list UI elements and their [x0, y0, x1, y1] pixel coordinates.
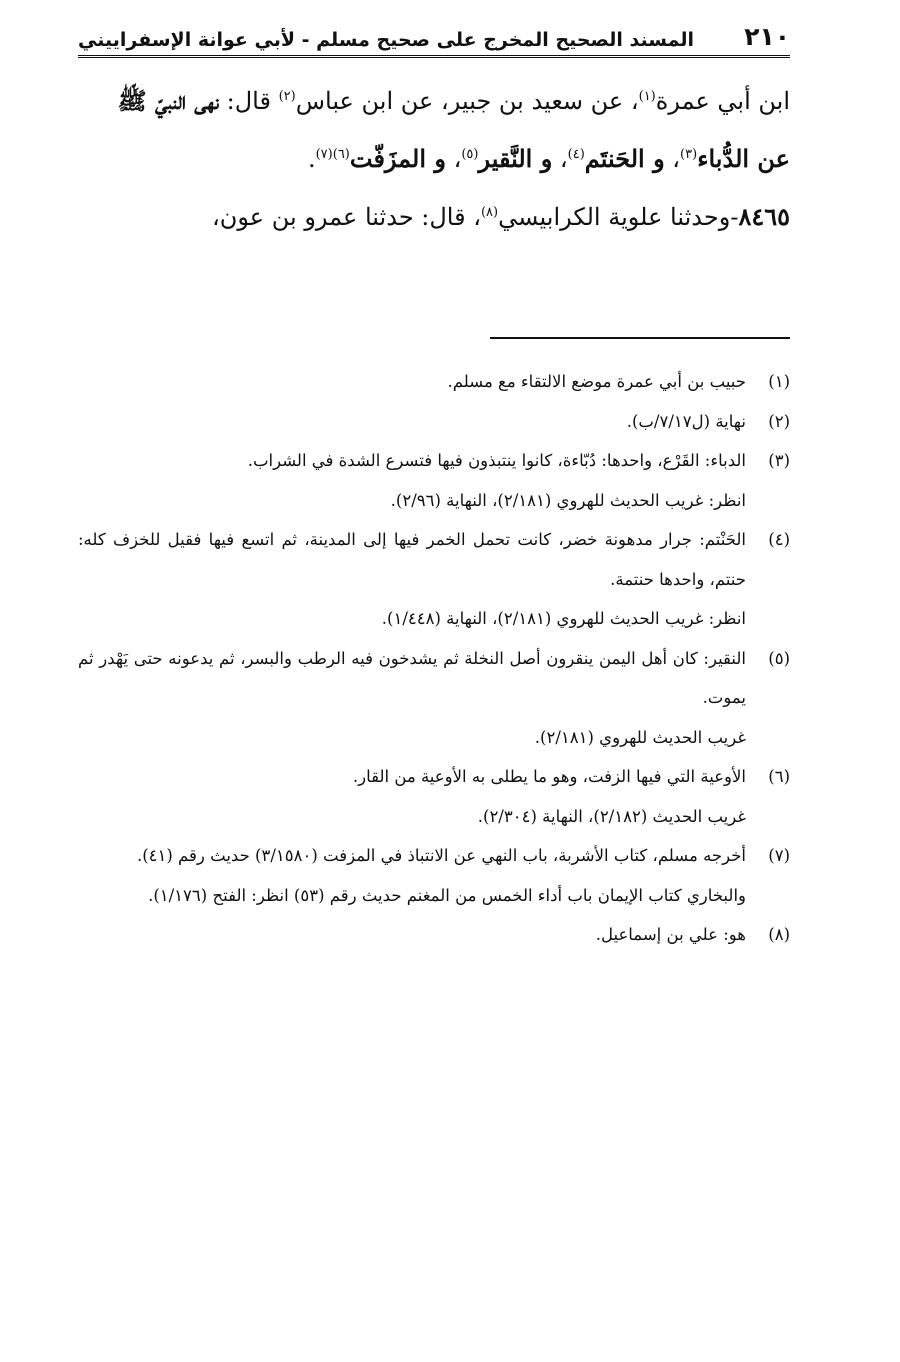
- hadith-text: و المزَفّت: [349, 144, 446, 173]
- footnote-text: الدباء: القَرْع، واحدها: دُبّاءة، كانوا ينتبذون فيها فتسرع الشدة في الشراب.: [247, 451, 746, 470]
- text-run: ، قال: حدثنا عمرو بن عون،: [212, 203, 481, 231]
- footnote-reference: غريب الحديث (٢/١٨٢)، النهاية (٢/٣٠٤).: [477, 806, 746, 826]
- text-run: قال:: [218, 87, 279, 115]
- main-line-1: [78, 72, 790, 130]
- footnote-text: الأوعية التي فيها الزفت، وهو ما يطلى به الأوعية من القار.: [352, 767, 746, 786]
- main-text: [78, 72, 790, 246]
- footnote-item: [78, 362, 790, 402]
- footnote-ref: (٨): [480, 205, 499, 220]
- footnote-body: [78, 362, 746, 402]
- footnote-body: [78, 441, 746, 481]
- footnote-item: [78, 520, 790, 599]
- footnote-body: [78, 836, 746, 876]
- hadith-text: و النَّقير: [478, 144, 553, 173]
- footnote-body: [78, 757, 746, 797]
- footnote-number: (٣): [768, 451, 790, 470]
- main-line-2: [78, 130, 790, 188]
- footnote-number: (٦): [768, 767, 790, 786]
- footnote-body: [78, 915, 746, 955]
- footnote-text: حبيب بن أبي عمرة موضع الالتقاء مع مسلم.: [447, 372, 746, 391]
- footnote-reference: والبخاري كتاب الإيمان باب أداء الخمس من المغنم حديث رقم (٥٣) انظر: الفتح (١/١٧٦).: [148, 885, 746, 905]
- text-run: -وحدثنا علوية الكرابيسي: [498, 203, 739, 231]
- footnote-reference: انظر: غريب الحديث للهروي (٢/١٨١)، النهاية (١/٤٤٨).: [381, 609, 746, 628]
- footnote-ref: (٤): [567, 147, 585, 162]
- footnote-divider: [490, 337, 790, 339]
- footnote-number: (٢): [768, 411, 790, 431]
- footnote-item: [78, 441, 790, 481]
- footnote-item: [78, 915, 790, 955]
- footnote-item: [78, 757, 790, 797]
- text-run: ابن أبي عمرة: [655, 87, 790, 115]
- footnote-ref: (١): [638, 89, 656, 104]
- footnote-body: [78, 520, 746, 599]
- footnote-text: نهاية (ل٧/١٧/ب).: [626, 411, 746, 431]
- text-run: ،: [664, 145, 681, 173]
- text-run: ، عن سعيد بن جبير، عن ابن عباس: [295, 87, 639, 115]
- footnote-ref: (٢): [278, 89, 296, 104]
- hadith-text: عن الدُّباء: [697, 144, 790, 173]
- footnote-body: [78, 402, 746, 442]
- main-line-3: [78, 188, 790, 246]
- page-number: ٢١٠: [744, 22, 790, 51]
- footnote-text: النقير: كان أهل اليمن ينقرون أصل النخلة ثم يشدخون فيه الرطب والبسر، ثم يدعونه حتى يَهْدر ثم يموت.: [78, 648, 746, 707]
- footnote-number: (٧): [768, 846, 790, 865]
- footnote-body: [78, 639, 746, 718]
- text-run: ،: [552, 145, 568, 173]
- footnotes: [78, 362, 790, 955]
- footnote-item: [78, 402, 790, 442]
- footnote-reference: غريب الحديث للهروي (٢/١٨١).: [534, 727, 746, 747]
- hadith-number: ٨٤٦٥: [738, 202, 790, 231]
- footnote-ref: (٦)(٧): [315, 147, 350, 162]
- text-run: .: [307, 145, 316, 173]
- hadith-text: نهى النبيّ ﷺ: [117, 86, 219, 115]
- footnote-text: الحَنْتم: جرار مدهونة خضر، كانت تحمل الخمر فيها إلى المدينة، ثم اتسع فيها فقيل للخزف كله: حنتم، واحدها حنتمة.: [78, 530, 746, 589]
- footnote-number: (٨): [768, 925, 790, 944]
- footnote-item: [78, 639, 790, 718]
- footnote-item: [78, 836, 790, 876]
- footnote-number: (١): [768, 372, 790, 391]
- hadith-text: و الحَنتَم: [584, 144, 665, 173]
- footnote-ref: (٣): [680, 147, 698, 162]
- footnote-number: (٥): [768, 648, 790, 668]
- footnote-number: (٤): [768, 530, 790, 549]
- footnote-reference: انظر: غريب الحديث للهروي (٢/١٨١)، النهاية (٢/٩٦).: [390, 490, 746, 510]
- footnote-ref: (٥): [461, 147, 479, 162]
- text-run: ،: [445, 145, 462, 173]
- footnote-text: أخرجه مسلم، كتاب الأشربة، باب النهي عن الانتباذ في المزفت (٣/١٥٨٠) حديث رقم (٤١).: [136, 846, 746, 865]
- running-header: [78, 14, 790, 58]
- running-title: المسند الصحيح المخرج على صحيح مسلم - لأبي عوانة الإسفراييني: [78, 29, 694, 51]
- footnote-text: هو: علي بن إسماعيل.: [595, 925, 746, 944]
